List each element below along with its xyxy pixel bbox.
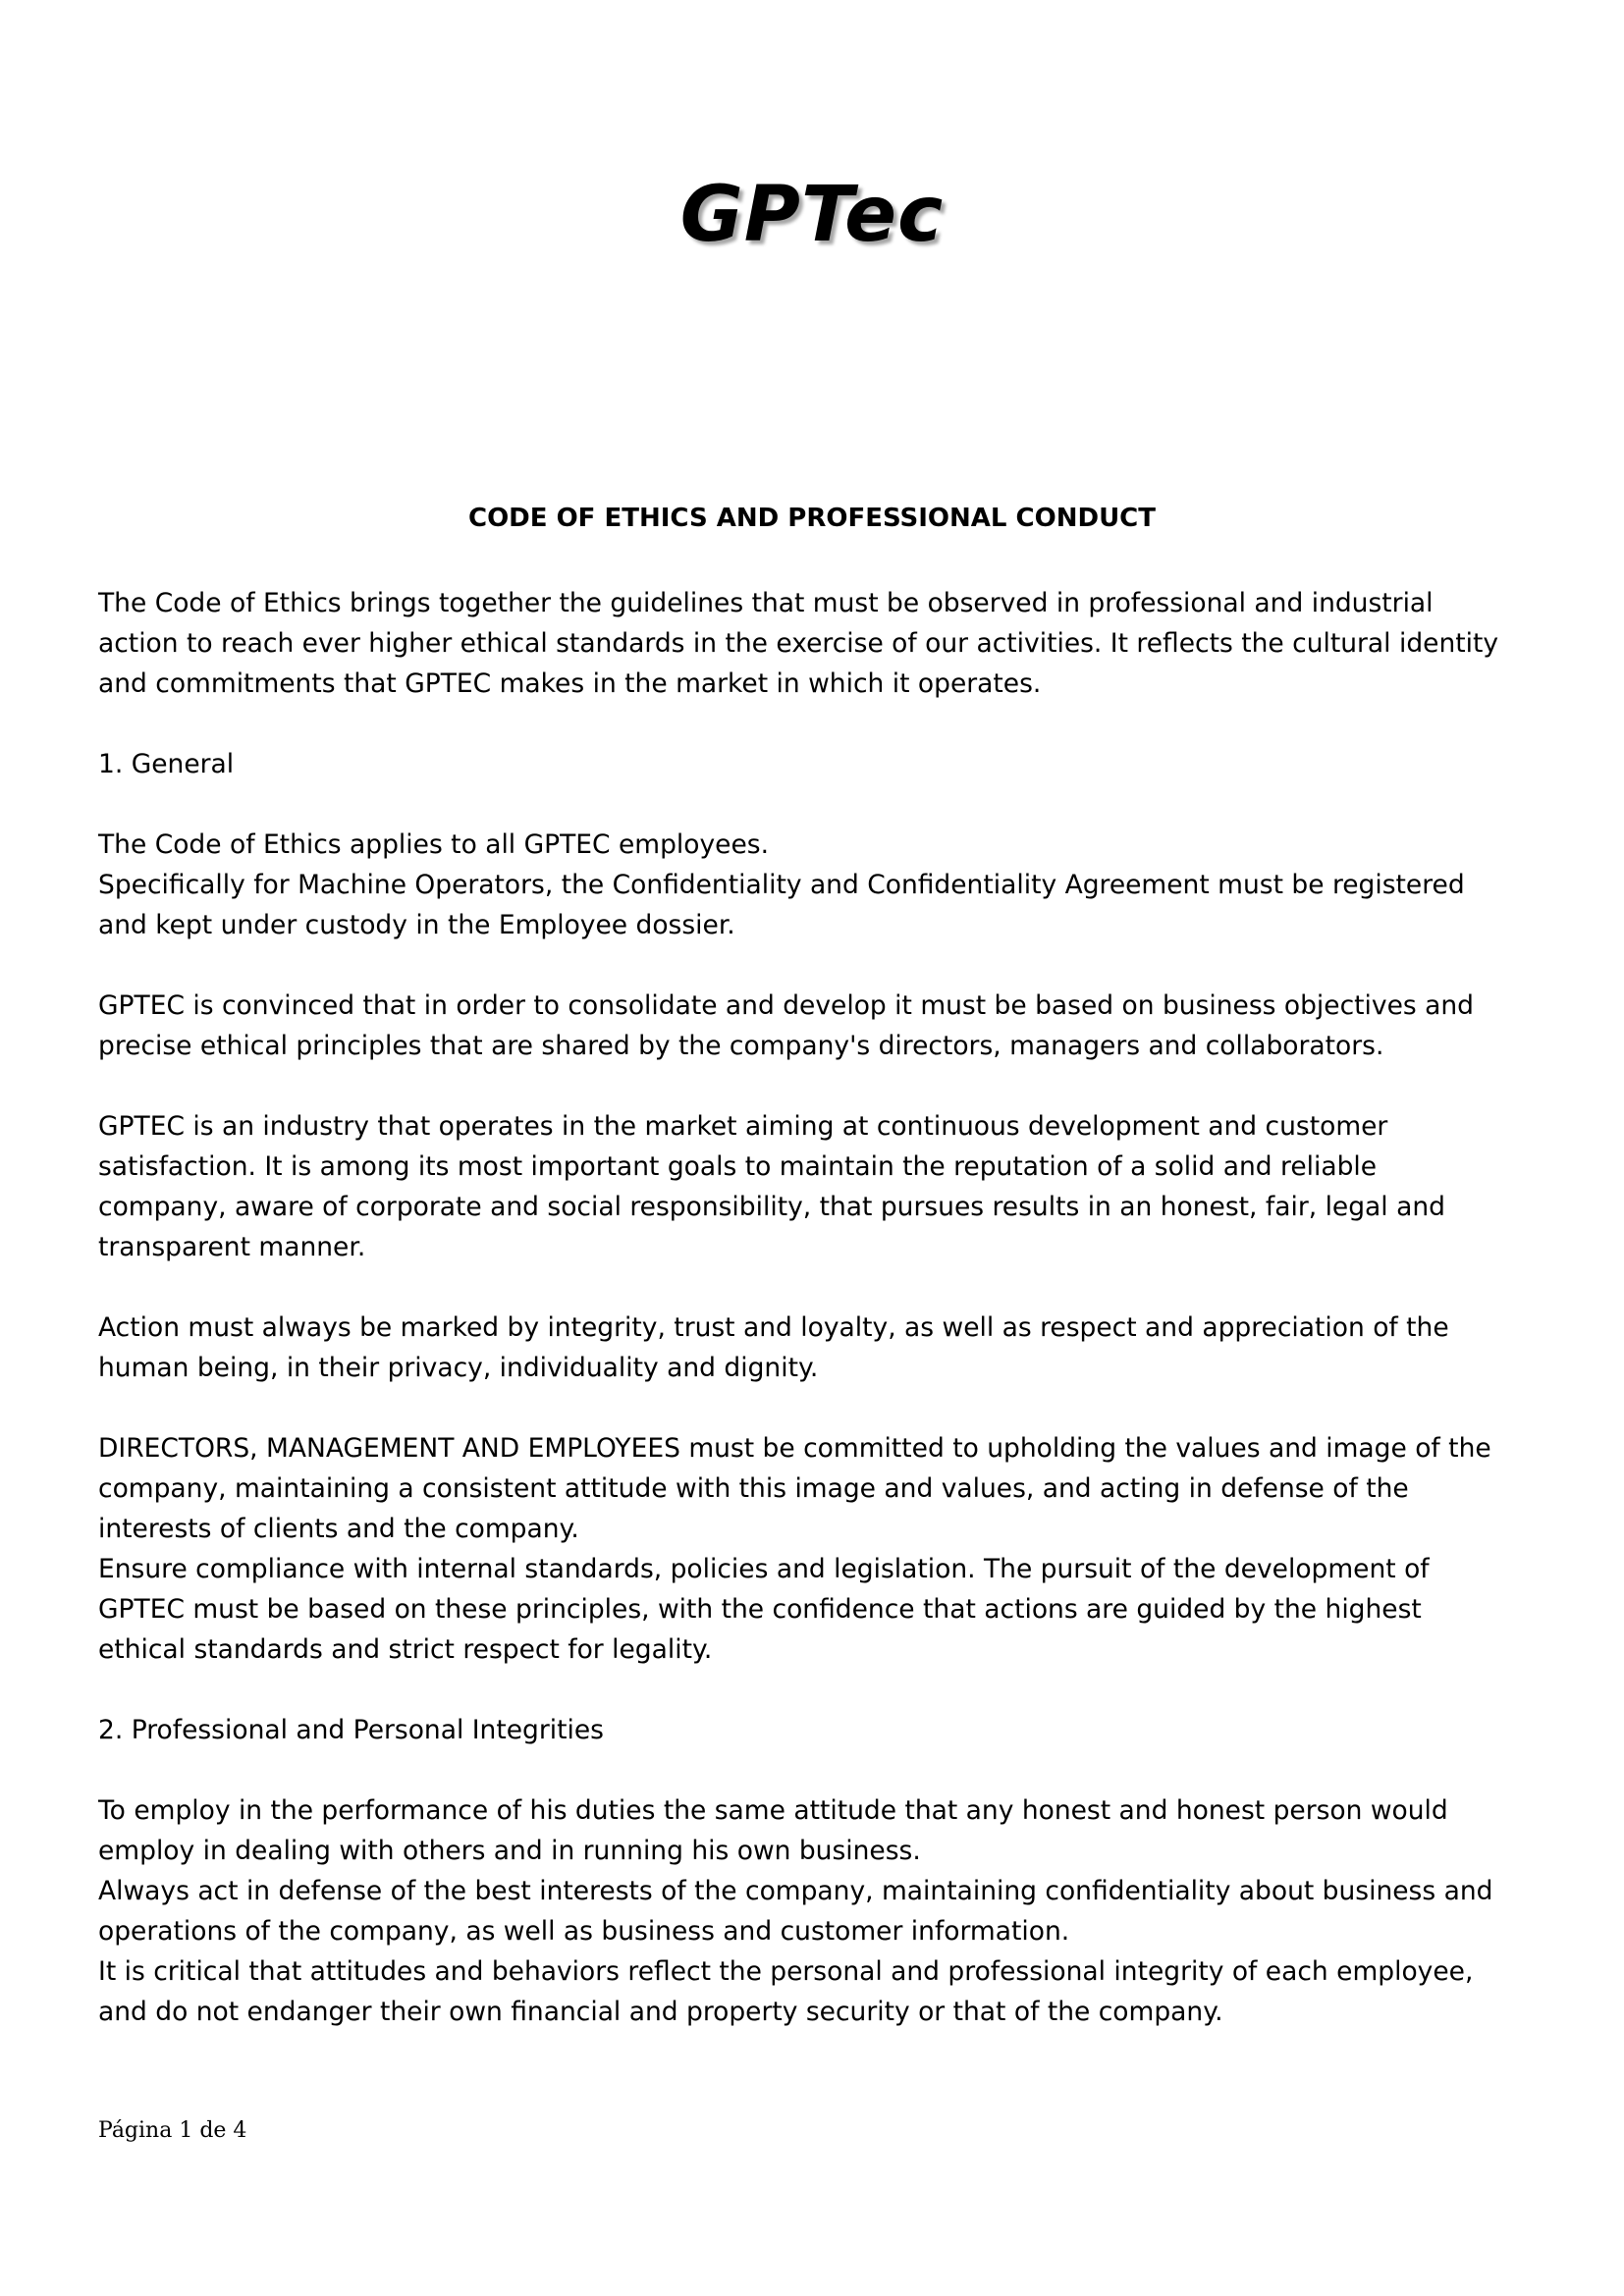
text-line: interests of clients and the company. — [98, 1514, 579, 1544]
text-line: transparent manner. — [98, 1232, 366, 1262]
company-logo: GPTec — [679, 171, 945, 259]
text-line: action to reach ever higher ethical standards in the exercise of our activities. It reflects the cultural identity — [98, 628, 1499, 659]
section-2-paragraph-1 — [98, 1790, 1551, 2032]
text-line: and commitments that GPTEC makes in the market in which it operates. — [98, 668, 1042, 699]
text-line: employ in dealing with others and in running his own business. — [98, 1836, 921, 1866]
document-body — [98, 583, 1551, 2072]
text-line: Always act in defense of the best interests of the company, maintaining confidentiality about business and — [98, 1876, 1493, 1906]
text-line: GPTEC is an industry that operates in the market aiming at continuous development and customer — [98, 1111, 1388, 1142]
text-line: company, aware of corporate and social responsibility, that pursues results in an honest, fair, legal and — [98, 1192, 1445, 1222]
text-line: Ensure compliance with internal standards, policies and legislation. The pursuit of the development of — [98, 1554, 1430, 1584]
text-line: company, maintaining a consistent attitude with this image and values, and acting in defense of the — [98, 1473, 1409, 1504]
document-title: CODE OF ETHICS AND PROFESSIONAL CONDUCT — [468, 504, 1156, 533]
section-1-heading: 1. General — [98, 749, 235, 779]
text-line: To employ in the performance of his duties the same attitude that any honest and honest person would — [98, 1795, 1448, 1826]
section-1-paragraph-5 — [98, 1428, 1551, 1670]
text-line: ethical standards and strict respect for legality. — [98, 1634, 713, 1665]
text-line: Specifically for Machine Operators, the Confidentiality and Confidentiality Agreement must be registered — [98, 870, 1465, 900]
text-line: human being, in their privacy, individuality and dignity. — [98, 1353, 819, 1383]
text-line: DIRECTORS, MANAGEMENT AND EMPLOYEES must be committed to upholding the values and image of the — [98, 1433, 1491, 1464]
section-1-paragraph-2 — [98, 986, 1551, 1066]
text-line: operations of the company, as well as business and customer information. — [98, 1916, 1070, 1947]
text-line: Action must always be marked by integrity, trust and loyalty, as well as respect and appreciation of the — [98, 1312, 1449, 1343]
text-line: GPTEC must be based on these principles, with the confidence that actions are guided by the highest — [98, 1594, 1422, 1625]
section-2-heading: 2. Professional and Personal Integrities — [98, 1715, 604, 1745]
text-line: and kept under custody in the Employee dossier. — [98, 910, 735, 940]
section-1-paragraph-3 — [98, 1106, 1551, 1267]
intro-paragraph — [98, 583, 1551, 704]
text-line: The Code of Ethics brings together the guidelines that must be observed in professional and industrial — [98, 588, 1434, 618]
section-1-paragraph-1 — [98, 825, 1551, 945]
text-line: satisfaction. It is among its most important goals to maintain the reputation of a solid and reliable — [98, 1151, 1378, 1182]
text-line: precise ethical principles that are shared by the company's directors, managers and collaborators. — [98, 1031, 1384, 1061]
text-line: The Code of Ethics applies to all GPTEC employees. — [98, 829, 769, 860]
text-line: It is critical that attitudes and behaviors reflect the personal and professional integrity of each employee, — [98, 1956, 1474, 1987]
text-line: and do not endanger their own financial and property security or that of the company. — [98, 1997, 1223, 2027]
page-number-footer: Página 1 de 4 — [98, 2118, 247, 2143]
section-1-paragraph-4 — [98, 1308, 1551, 1388]
text-line: GPTEC is convinced that in order to consolidate and develop it must be based on business objectives and — [98, 990, 1474, 1021]
